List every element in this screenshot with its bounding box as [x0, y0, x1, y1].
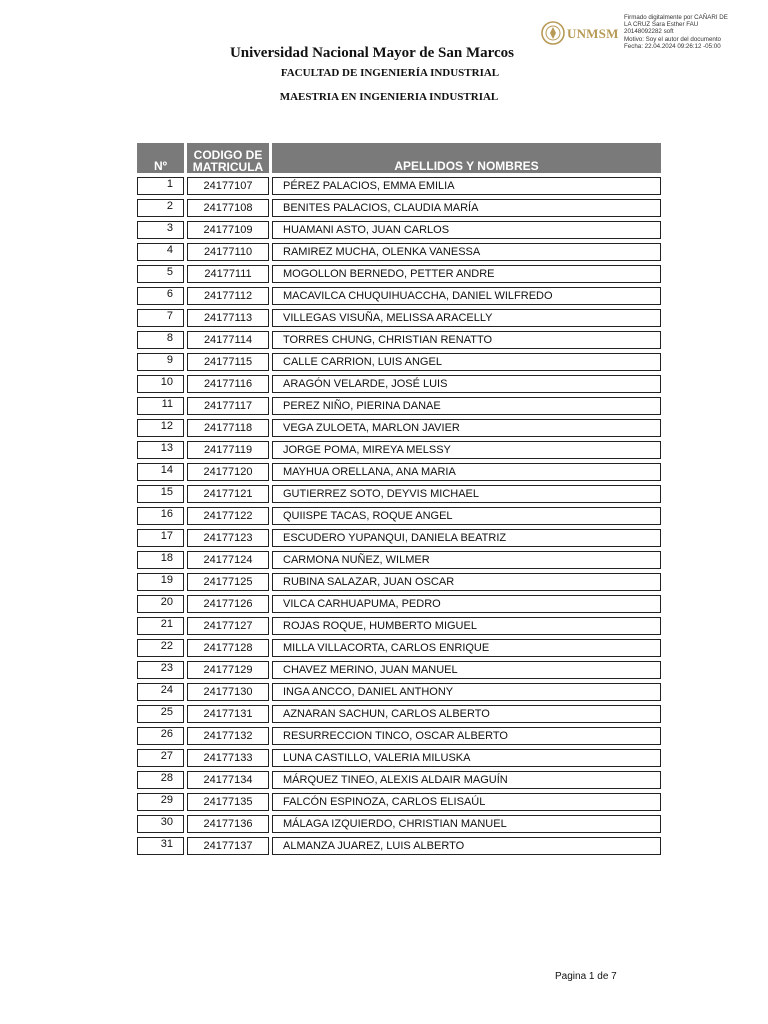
student-name-cell: ESCUDERO YUPANQUI, DANIELA BEATRIZ: [272, 529, 661, 547]
signature-line: LA CRUZ Sara Esther FAU: [624, 21, 699, 29]
table-row: [137, 639, 661, 657]
table-row: [137, 771, 661, 789]
row-number-cell: 14: [137, 463, 184, 481]
table-row: [137, 661, 661, 679]
enrollment-code-cell: 24177125: [187, 573, 269, 591]
table-row: [137, 419, 661, 437]
enrollment-code-cell: 24177126: [187, 595, 269, 613]
student-name-cell: QUIISPE TACAS, ROQUE ANGEL: [272, 507, 661, 525]
table-row: [137, 727, 661, 745]
enrollment-code-cell: 24177112: [187, 287, 269, 305]
row-number-cell: 27: [137, 749, 184, 767]
enrollment-code-cell: 24177111: [187, 265, 269, 283]
enrollment-code-cell: 24177107: [187, 177, 269, 195]
student-name-cell: BENITES PALACIOS, CLAUDIA MARÍA: [272, 199, 661, 217]
student-name-cell: VILLEGAS VISUÑA, MELISSA ARACELLY: [272, 309, 661, 327]
signature-line: Firmado digitalmente por CAÑARI DE: [624, 14, 728, 21]
row-number-cell: 4: [137, 243, 184, 261]
student-name-cell: MOGOLLON BERNEDO, PETTER ANDRE: [272, 265, 661, 283]
table-header-row: [137, 143, 661, 173]
student-name-cell: MACAVILCA CHUQUIHUACCHA, DANIEL WILFREDO: [272, 287, 661, 305]
table-row: [137, 331, 661, 349]
column-header-code: [187, 143, 269, 173]
row-number-cell: 9: [137, 353, 184, 371]
table-row: [137, 309, 661, 327]
enrollment-code-cell: 24177121: [187, 485, 269, 503]
enrollment-code-cell: 24177134: [187, 771, 269, 789]
signature-line: Motivo: Soy el autor del documento: [624, 35, 721, 43]
row-number-cell: 24: [137, 683, 184, 701]
column-header-code-line: MATRICULA: [192, 160, 264, 174]
enrollment-code-cell: 24177133: [187, 749, 269, 767]
student-name-cell: PEREZ NIÑO, PIERINA DANAE: [272, 397, 661, 415]
row-number-cell: 7: [137, 309, 184, 327]
seal-label: UNMSM: [567, 26, 619, 41]
table-row: [137, 353, 661, 371]
table-row: [137, 683, 661, 701]
row-number-cell: 15: [137, 485, 184, 503]
student-name-cell: MILLA VILLACORTA, CARLOS ENRIQUE: [272, 639, 661, 657]
student-name-cell: RUBINA SALAZAR, JUAN OSCAR: [272, 573, 661, 591]
enrollment-code-cell: 24177123: [187, 529, 269, 547]
row-number-cell: 16: [137, 507, 184, 525]
enrollment-code-cell: 24177130: [187, 683, 269, 701]
university-seal-icon: [540, 18, 566, 48]
enrollment-code-cell: 24177124: [187, 551, 269, 569]
table-row: [137, 705, 661, 723]
table-row: [137, 243, 661, 261]
table-row: [137, 441, 661, 459]
student-name-cell: CHAVEZ MERINO, JUAN MANUEL: [272, 661, 661, 679]
table-row: [137, 617, 661, 635]
student-name-cell: MAYHUA ORELLANA, ANA MARIA: [272, 463, 661, 481]
table-row: [137, 199, 661, 217]
table-row: [137, 265, 661, 283]
enrollment-code-cell: 24177113: [187, 309, 269, 327]
table-body: [137, 177, 661, 855]
row-number-cell: 3: [137, 221, 184, 239]
column-header-code-line: CODIGO DE: [193, 148, 263, 162]
table-row: [137, 749, 661, 767]
row-number-cell: 20: [137, 595, 184, 613]
enrollment-code-cell: 24177136: [187, 815, 269, 833]
enrollment-code-cell: 24177120: [187, 463, 269, 481]
student-name-cell: ALMANZA JUAREZ, LUIS ALBERTO: [272, 837, 661, 855]
enrollment-code-cell: 24177132: [187, 727, 269, 745]
student-name-cell: LUNA CASTILLO, VALERIA MILUSKA: [272, 749, 661, 767]
student-name-cell: MÁLAGA IZQUIERDO, CHRISTIAN MANUEL: [272, 815, 661, 833]
enrollment-code-cell: 24177135: [187, 793, 269, 811]
row-number-cell: 22: [137, 639, 184, 657]
enrollment-code-cell: 24177114: [187, 331, 269, 349]
student-name-cell: AZNARAN SACHUN, CARLOS ALBERTO: [272, 705, 661, 723]
column-header-number: Nº: [137, 143, 184, 173]
row-number-cell: 26: [137, 727, 184, 745]
student-name-cell: HUAMANI ASTO, JUAN CARLOS: [272, 221, 661, 239]
table-row: [137, 177, 661, 195]
student-name-cell: FALCÓN ESPINOZA, CARLOS ELISAÚL: [272, 793, 661, 811]
student-name-cell: GUTIERREZ SOTO, DEYVIS MICHAEL: [272, 485, 661, 503]
student-name-cell: RESURRECCION TINCO, OSCAR ALBERTO: [272, 727, 661, 745]
row-number-cell: 5: [137, 265, 184, 283]
row-number-cell: 30: [137, 815, 184, 833]
signature-line: Fecha: 22.04.2024 09:26:12 -05:00: [624, 42, 721, 50]
enrollment-code-cell: 24177116: [187, 375, 269, 393]
table-row: [137, 463, 661, 481]
table-row: [137, 573, 661, 591]
university-title: Universidad Nacional Mayor de San Marcos: [229, 45, 515, 61]
table-row: [137, 287, 661, 305]
table-row: [137, 221, 661, 239]
row-number-cell: 18: [137, 551, 184, 569]
table-row: [137, 397, 661, 415]
student-name-cell: RAMIREZ MUCHA, OLENKA VANESSA: [272, 243, 661, 261]
enrollment-code-cell: 24177108: [187, 199, 269, 217]
row-number-cell: 29: [137, 793, 184, 811]
table-row: [137, 595, 661, 613]
faculty-title: FACULTAD DE INGENIERÍA INDUSTRIAL: [280, 67, 500, 79]
student-name-cell: INGA ANCCO, DANIEL ANTHONY: [272, 683, 661, 701]
student-name-cell: MÁRQUEZ TINEO, ALEXIS ALDAIR MAGUÍN: [272, 771, 661, 789]
table-row: [137, 815, 661, 833]
row-number-cell: 10: [137, 375, 184, 393]
student-name-cell: CARMONA NUÑEZ, WILMER: [272, 551, 661, 569]
table-row: [137, 375, 661, 393]
signature-line: 20148092282 soft: [624, 28, 674, 36]
student-name-cell: ARAGÓN VELARDE, JOSÉ LUIS: [272, 375, 661, 393]
row-number-cell: 8: [137, 331, 184, 349]
row-number-cell: 17: [137, 529, 184, 547]
table-row: [137, 529, 661, 547]
enrollment-code-cell: 24177122: [187, 507, 269, 525]
column-header-name: APELLIDOS Y NOMBRES: [272, 143, 661, 173]
row-number-cell: 25: [137, 705, 184, 723]
table-row: [137, 837, 661, 855]
enrollment-code-cell: 24177127: [187, 617, 269, 635]
page-number: Pagina 1 de 7: [555, 971, 617, 982]
enrollment-code-cell: 24177117: [187, 397, 269, 415]
row-number-cell: 13: [137, 441, 184, 459]
enrollment-code-cell: 24177128: [187, 639, 269, 657]
row-number-cell: 19: [137, 573, 184, 591]
enrollment-code-cell: 24177115: [187, 353, 269, 371]
row-number-cell: 21: [137, 617, 184, 635]
row-number-cell: 12: [137, 419, 184, 437]
table-row: [137, 551, 661, 569]
enrollment-code-cell: 24177119: [187, 441, 269, 459]
student-name-cell: ROJAS ROQUE, HUMBERTO MIGUEL: [272, 617, 661, 635]
row-number-cell: 28: [137, 771, 184, 789]
row-number-cell: 23: [137, 661, 184, 679]
enrollment-code-cell: 24177131: [187, 705, 269, 723]
row-number-cell: 11: [137, 397, 184, 415]
enrollment-code-cell: 24177110: [187, 243, 269, 261]
table-row: [137, 507, 661, 525]
row-number-cell: 1: [137, 177, 184, 195]
student-name-cell: VEGA ZULOETA, MARLON JAVIER: [272, 419, 661, 437]
student-name-cell: TORRES CHUNG, CHRISTIAN RENATTO: [272, 331, 661, 349]
student-name-cell: JORGE POMA, MIREYA MELSSY: [272, 441, 661, 459]
student-roster-table: [134, 139, 664, 859]
enrollment-code-cell: 24177129: [187, 661, 269, 679]
row-number-cell: 2: [137, 199, 184, 217]
table-row: [137, 793, 661, 811]
program-title: MAESTRIA EN INGENIERIA INDUSTRIAL: [279, 91, 499, 103]
enrollment-code-cell: 24177109: [187, 221, 269, 239]
row-number-cell: 6: [137, 287, 184, 305]
student-name-cell: CALLE CARRION, LUIS ANGEL: [272, 353, 661, 371]
table-row: [137, 485, 661, 503]
enrollment-code-cell: 24177118: [187, 419, 269, 437]
student-name-cell: PÉREZ PALACIOS, EMMA EMILIA: [272, 177, 661, 195]
student-name-cell: VILCA CARHUAPUMA, PEDRO: [272, 595, 661, 613]
row-number-cell: 31: [137, 837, 184, 855]
enrollment-code-cell: 24177137: [187, 837, 269, 855]
